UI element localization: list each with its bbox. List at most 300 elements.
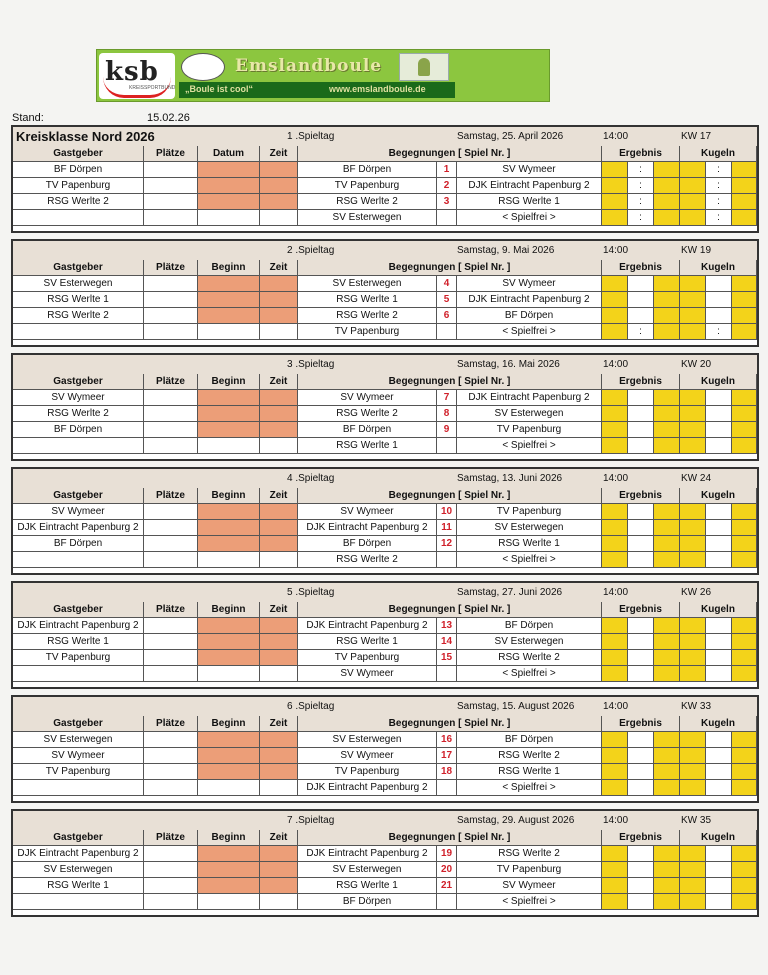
ergebnis-home-input[interactable] [602,878,628,894]
spieltag-block [11,695,759,803]
kugeln-separator [706,748,732,764]
beginn-cell[interactable] [198,324,260,340]
beginn-cell[interactable] [198,878,260,894]
host-team: SV Wymeer [13,504,144,520]
home-team: DJK Eintracht Papenburg 2 [298,618,437,634]
game-number [437,780,457,796]
ergebnis-away-input[interactable] [654,764,680,780]
col-header-kugeln: Kugeln [680,488,757,504]
kugeln-home-input[interactable] [680,210,706,226]
zeit-cell[interactable] [260,422,298,438]
beginn-cell[interactable] [198,846,260,862]
ksb-logo [99,53,175,99]
kugeln-away-input[interactable] [732,390,757,406]
ergebnis-home-input[interactable] [602,390,628,406]
away-team: RSG Werlte 2 [457,650,602,666]
ergebnis-away-input[interactable] [654,846,680,862]
zeit-cell[interactable] [260,666,298,682]
ergebnis-separator [628,634,654,650]
plaetze-cell[interactable] [144,536,198,552]
ergebnis-home-input[interactable] [602,276,628,292]
away-team: BF Dörpen [457,618,602,634]
kugeln-separator [706,276,732,292]
beginn-cell[interactable] [198,406,260,422]
zeit-cell[interactable] [260,324,298,340]
ergebnis-away-input[interactable] [654,504,680,520]
match-row [13,666,757,682]
ergebnis-home-input[interactable] [602,666,628,682]
plaetze-cell[interactable] [144,748,198,764]
ergebnis-home-input[interactable] [602,780,628,796]
host-team: TV Papenburg [13,178,144,194]
kugeln-separator [706,422,732,438]
spieltag-number: 2 .Spieltag [287,245,335,256]
ergebnis-separator [628,618,654,634]
kugeln-away-input[interactable] [732,780,757,796]
host-team: DJK Eintracht Papenburg 2 [13,520,144,536]
spieltag-title-row [13,811,757,830]
away-team: DJK Eintracht Papenburg 2 [457,390,602,406]
ergebnis-home-input[interactable] [602,552,628,568]
away-team: RSG Werlte 1 [457,764,602,780]
beginn-cell[interactable] [198,390,260,406]
ergebnis-separator [628,894,654,910]
kugeln-separator [706,438,732,454]
ergebnis-away-input[interactable] [654,324,680,340]
game-number [437,438,457,454]
plaetze-cell[interactable] [144,390,198,406]
game-number: 11 [437,520,457,536]
host-team [13,552,144,568]
kugeln-separator [706,552,732,568]
kugeln-away-input[interactable] [732,732,757,748]
kugeln-separator [706,504,732,520]
zeit-cell[interactable] [260,406,298,422]
zeit-cell[interactable] [260,520,298,536]
col-header-gastgeber: Gastgeber [13,716,144,732]
kugeln-home-input[interactable] [680,194,706,210]
game-number: 10 [437,504,457,520]
beginn-cell[interactable] [198,292,260,308]
zeit-cell[interactable] [260,178,298,194]
ergebnis-away-input[interactable] [654,178,680,194]
home-team: RSG Werlte 1 [298,292,437,308]
kugeln-home-input[interactable] [680,308,706,324]
beginn-cell[interactable] [198,634,260,650]
game-number: 21 [437,878,457,894]
away-team: DJK Eintracht Papenburg 2 [457,292,602,308]
host-team: DJK Eintracht Papenburg 2 [13,846,144,862]
host-team: SV Wymeer [13,748,144,764]
ergebnis-away-input[interactable] [654,210,680,226]
plaetze-cell[interactable] [144,504,198,520]
col-header-kugeln: Kugeln [680,602,757,618]
kugeln-home-input[interactable] [680,780,706,796]
plaetze-cell[interactable] [144,324,198,340]
ergebnis-away-input[interactable] [654,748,680,764]
kugeln-separator [706,618,732,634]
beginn-cell[interactable] [198,748,260,764]
kugeln-home-input[interactable] [680,536,706,552]
kugeln-away-input[interactable] [732,406,757,422]
away-team: < Spielfrei > [457,894,602,910]
match-row [13,438,757,454]
kugeln-away-input[interactable] [732,650,757,666]
beginn-cell[interactable] [198,194,260,210]
away-team: BF Dörpen [457,308,602,324]
zeit-cell[interactable] [260,894,298,910]
zeit-cell[interactable] [260,162,298,178]
col-header-ergebnis: Ergebnis [602,830,680,846]
beginn-cell[interactable] [198,438,260,454]
plaetze-cell[interactable] [144,292,198,308]
kugeln-home-input[interactable] [680,552,706,568]
zeit-cell[interactable] [260,618,298,634]
plaetze-cell[interactable] [144,878,198,894]
col-header-kugeln: Kugeln [680,260,757,276]
kugeln-home-input[interactable] [680,748,706,764]
ergebnis-home-input[interactable] [602,748,628,764]
spieltag-number: 7 .Spieltag [287,815,335,826]
kugeln-away-input[interactable] [732,210,757,226]
kugeln-home-input[interactable] [680,162,706,178]
ergebnis-home-input[interactable] [602,650,628,666]
zeit-cell[interactable] [260,390,298,406]
zeit-cell[interactable] [260,210,298,226]
zeit-cell[interactable] [260,308,298,324]
beginn-cell[interactable] [198,276,260,292]
zeit-cell[interactable] [260,292,298,308]
plaetze-cell[interactable] [144,406,198,422]
zeit-cell[interactable] [260,504,298,520]
ergebnis-away-input[interactable] [654,666,680,682]
kugeln-away-input[interactable] [732,618,757,634]
host-team: RSG Werlte 1 [13,878,144,894]
zeit-cell[interactable] [260,634,298,650]
away-team: SV Wymeer [457,276,602,292]
column-header-row [13,260,757,276]
plaetze-cell[interactable] [144,438,198,454]
ergebnis-away-input[interactable] [654,894,680,910]
plaetze-cell[interactable] [144,650,198,666]
beginn-cell[interactable] [198,862,260,878]
zeit-cell[interactable] [260,552,298,568]
kugeln-away-input[interactable] [732,536,757,552]
kugeln-home-input[interactable] [680,324,706,340]
ergebnis-away-input[interactable] [654,276,680,292]
game-number: 17 [437,748,457,764]
kugeln-home-input[interactable] [680,520,706,536]
zeit-cell[interactable] [260,780,298,796]
ergebnis-home-input[interactable] [602,894,628,910]
plaetze-cell[interactable] [144,210,198,226]
zeit-cell[interactable] [260,764,298,780]
game-number: 8 [437,406,457,422]
plaetze-cell[interactable] [144,276,198,292]
ergebnis-home-input[interactable] [602,862,628,878]
game-number: 9 [437,422,457,438]
col-header-beginn: Beginn [198,830,260,846]
col-header-begegnungen: Begegnungen [ Spiel Nr. ] [298,146,602,162]
kugeln-away-input[interactable] [732,292,757,308]
ergebnis-away-input[interactable] [654,536,680,552]
match-row [13,748,757,764]
spieltag-block [11,353,759,461]
spieltag-date: Samstag, 16. Mai 2026 [457,359,560,370]
ergebnis-separator [628,406,654,422]
ergebnis-home-input[interactable] [602,732,628,748]
kugeln-away-input[interactable] [732,438,757,454]
kugeln-away-input[interactable] [732,748,757,764]
beginn-cell[interactable] [198,210,260,226]
home-team: SV Esterwegen [298,732,437,748]
kugeln-home-input[interactable] [680,422,706,438]
kugeln-separator: : [706,210,732,226]
ergebnis-home-input[interactable] [602,438,628,454]
zeit-cell[interactable] [260,862,298,878]
beginn-cell[interactable] [198,894,260,910]
kugeln-home-input[interactable] [680,292,706,308]
home-team: RSG Werlte 1 [298,634,437,650]
col-header-zeit: Zeit [260,716,298,732]
ergebnis-home-input[interactable] [602,178,628,194]
col-header-ergebnis: Ergebnis [602,260,680,276]
ergebnis-home-input[interactable] [602,324,628,340]
plaetze-cell[interactable] [144,520,198,536]
away-team: RSG Werlte 1 [457,194,602,210]
ergebnis-separator: : [628,210,654,226]
kugeln-away-input[interactable] [732,846,757,862]
kugeln-home-input[interactable] [680,406,706,422]
spieltag-date: Samstag, 13. Juni 2026 [457,473,563,484]
kugeln-away-input[interactable] [732,764,757,780]
plaetze-cell[interactable] [144,552,198,568]
kugeln-home-input[interactable] [680,878,706,894]
spieltag-date: Samstag, 9. Mai 2026 [457,245,555,256]
ergebnis-away-input[interactable] [654,162,680,178]
stand-label: Stand: [12,112,44,124]
match-row [13,406,757,422]
match-row [13,634,757,650]
ergebnis-away-input[interactable] [654,634,680,650]
match-row [13,552,757,568]
beginn-cell[interactable] [198,552,260,568]
ergebnis-home-input[interactable] [602,504,628,520]
plaetze-cell[interactable] [144,846,198,862]
ergebnis-away-input[interactable] [654,780,680,796]
ergebnis-away-input[interactable] [654,650,680,666]
ergebnis-away-input[interactable] [654,438,680,454]
col-header-kugeln: Kugeln [680,374,757,390]
beginn-cell[interactable] [198,764,260,780]
ergebnis-away-input[interactable] [654,552,680,568]
away-team: < Spielfrei > [457,324,602,340]
game-number: 12 [437,536,457,552]
zeit-cell[interactable] [260,438,298,454]
ergebnis-home-input[interactable] [602,536,628,552]
ergebnis-away-input[interactable] [654,390,680,406]
beginn-cell[interactable] [198,650,260,666]
kugeln-away-input[interactable] [732,552,757,568]
kugeln-away-input[interactable] [732,194,757,210]
away-team: TV Papenburg [457,504,602,520]
kugeln-home-input[interactable] [680,894,706,910]
plaetze-cell[interactable] [144,422,198,438]
ergebnis-home-input[interactable] [602,422,628,438]
beginn-cell[interactable] [198,162,260,178]
plaetze-cell[interactable] [144,162,198,178]
kugeln-away-input[interactable] [732,276,757,292]
ergebnis-home-input[interactable] [602,162,628,178]
host-team: RSG Werlte 1 [13,634,144,650]
kugeln-away-input[interactable] [732,666,757,682]
kugeln-separator [706,520,732,536]
kugeln-away-input[interactable] [732,878,757,894]
kugeln-away-input[interactable] [732,504,757,520]
kugeln-separator [706,780,732,796]
home-team: SV Esterwegen [298,210,437,226]
kugeln-home-input[interactable] [680,634,706,650]
plaetze-cell[interactable] [144,862,198,878]
col-header-plaetze: Plätze [144,830,198,846]
host-team: RSG Werlte 2 [13,406,144,422]
beginn-cell[interactable] [198,520,260,536]
kugeln-away-input[interactable] [732,162,757,178]
ergebnis-home-input[interactable] [602,308,628,324]
kugeln-home-input[interactable] [680,650,706,666]
match-row [13,780,757,796]
kugeln-away-input[interactable] [732,862,757,878]
zeit-cell[interactable] [260,650,298,666]
beginn-cell[interactable] [198,666,260,682]
ergebnis-home-input[interactable] [602,210,628,226]
ergebnis-home-input[interactable] [602,292,628,308]
kugeln-away-input[interactable] [732,894,757,910]
kugeln-home-input[interactable] [680,618,706,634]
kugeln-away-input[interactable] [732,308,757,324]
col-header-gastgeber: Gastgeber [13,830,144,846]
ergebnis-away-input[interactable] [654,406,680,422]
ergebnis-separator [628,504,654,520]
home-team: DJK Eintracht Papenburg 2 [298,520,437,536]
ergebnis-home-input[interactable] [602,194,628,210]
game-number: 20 [437,862,457,878]
zeit-cell[interactable] [260,846,298,862]
ergebnis-separator: : [628,162,654,178]
plaetze-cell[interactable] [144,764,198,780]
away-team: RSG Werlte 2 [457,846,602,862]
col-header-ergebnis: Ergebnis [602,374,680,390]
plaetze-cell[interactable] [144,666,198,682]
zeit-cell[interactable] [260,732,298,748]
ergebnis-away-input[interactable] [654,878,680,894]
logo-subtext: KREISSPORTBUND [129,85,176,91]
plaetze-cell[interactable] [144,780,198,796]
beginn-cell[interactable] [198,732,260,748]
ergebnis-away-input[interactable] [654,862,680,878]
ergebnis-away-input[interactable] [654,618,680,634]
beginn-cell[interactable] [198,178,260,194]
kugeln-home-input[interactable] [680,862,706,878]
plaetze-cell[interactable] [144,634,198,650]
zeit-cell[interactable] [260,748,298,764]
away-team: < Spielfrei > [457,780,602,796]
calendar-week: KW 17 [681,131,712,142]
logo-text: ksb [105,57,159,87]
plaetze-cell[interactable] [144,618,198,634]
kugeln-home-input[interactable] [680,178,706,194]
plaetze-cell[interactable] [144,308,198,324]
game-number: 2 [437,178,457,194]
col-header-plaetze: Plätze [144,374,198,390]
kugeln-away-input[interactable] [732,422,757,438]
column-header-row [13,602,757,618]
kugeln-away-input[interactable] [732,520,757,536]
ergebnis-home-input[interactable] [602,764,628,780]
home-team: BF Dörpen [298,894,437,910]
ergebnis-away-input[interactable] [654,292,680,308]
plaetze-cell[interactable] [144,178,198,194]
kugeln-home-input[interactable] [680,438,706,454]
zeit-cell[interactable] [260,194,298,210]
ergebnis-home-input[interactable] [602,520,628,536]
kugeln-away-input[interactable] [732,178,757,194]
ergebnis-separator [628,552,654,568]
ergebnis-away-input[interactable] [654,732,680,748]
spieltag-block [11,581,759,689]
match-row [13,390,757,406]
ergebnis-home-input[interactable] [602,618,628,634]
kugeln-home-input[interactable] [680,732,706,748]
zeit-cell[interactable] [260,536,298,552]
kugeln-home-input[interactable] [680,666,706,682]
kugeln-away-input[interactable] [732,634,757,650]
ergebnis-away-input[interactable] [654,422,680,438]
ergebnis-away-input[interactable] [654,308,680,324]
col-header-gastgeber: Gastgeber [13,260,144,276]
kugeln-home-input[interactable] [680,276,706,292]
kugeln-away-input[interactable] [732,324,757,340]
plaetze-cell[interactable] [144,194,198,210]
plaetze-cell[interactable] [144,732,198,748]
zeit-cell[interactable] [260,276,298,292]
plaetze-cell[interactable] [144,894,198,910]
spieltag-time: 14:00 [603,245,629,256]
beginn-cell[interactable] [198,504,260,520]
beginn-cell[interactable] [198,536,260,552]
zeit-cell[interactable] [260,878,298,894]
ergebnis-away-input[interactable] [654,194,680,210]
beginn-cell[interactable] [198,308,260,324]
col-header-kugeln: Kugeln [680,830,757,846]
kugeln-home-input[interactable] [680,390,706,406]
kugeln-home-input[interactable] [680,764,706,780]
kugeln-home-input[interactable] [680,504,706,520]
beginn-cell[interactable] [198,780,260,796]
ergebnis-home-input[interactable] [602,634,628,650]
kugeln-home-input[interactable] [680,846,706,862]
spieltag-time: 14:00 [603,701,629,712]
ergebnis-away-input[interactable] [654,520,680,536]
beginn-cell[interactable] [198,422,260,438]
website-link[interactable]: www.emslandboule.de [329,84,426,94]
home-team: DJK Eintracht Papenburg 2 [298,846,437,862]
ergebnis-home-input[interactable] [602,846,628,862]
beginn-cell[interactable] [198,618,260,634]
ergebnis-home-input[interactable] [602,406,628,422]
col-header-begegnungen: Begegnungen [ Spiel Nr. ] [298,602,602,618]
host-team [13,894,144,910]
